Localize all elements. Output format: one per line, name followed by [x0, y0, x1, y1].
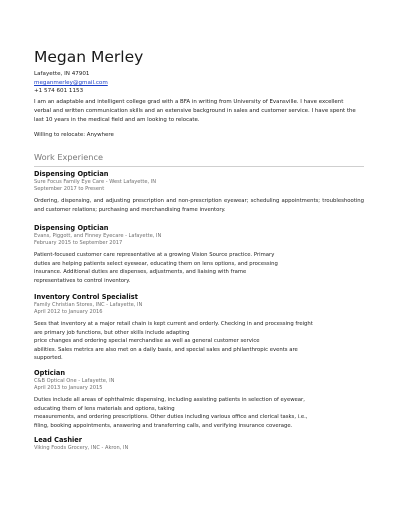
job-entry [34, 224, 364, 285]
job-description [34, 320, 364, 362]
work-experience-heading: Work Experience [34, 152, 103, 162]
description-line: insurance. Additional duties are dispenses, adjustments, and liaising with frame [34, 269, 247, 276]
job-description [34, 251, 364, 285]
description-line: Sees that inventory at a major retail chain is kept current and orderly. Checking in and processing freight [34, 321, 313, 328]
job-entry [34, 436, 364, 452]
candidate-name: Megan Merley [34, 48, 144, 66]
job-description [34, 396, 364, 430]
description-line: duties are helping patients select eyewear, educating them on lens options, and processing [34, 260, 278, 267]
description-line: educating them of lens materials and options, taking [34, 405, 175, 412]
description-line: representatives to control inventory. [34, 277, 131, 284]
job-title: Lead Cashier [34, 436, 83, 444]
description-line: price changes and ordering special merchandise as well as general customer service [34, 338, 260, 345]
job-title: Dispensing Optician [34, 224, 109, 232]
job-dates: February 2015 to September 2017 [34, 240, 123, 247]
job-description: Ordering, dispensing, and adjusting prescription and non-prescription eyewear; scheduling appointments; troubleshooting and customer relations; purchasing and merchandising frame inventory. [34, 198, 364, 213]
job-company: Sure Focus Family Eye Care - West Lafayette, IN [34, 179, 157, 185]
job-company: Viking Foods Grocery, INC - Akron, IN [34, 445, 129, 451]
summary-paragraph: I am an adaptable and intelligent college grad with a BFA in writing from University of Evansville. I have excellent verbal and written communication skills and an extensive background in sales and customer service. I have spent the last 10 years in the medical field and am looking to relocate. [34, 99, 356, 123]
description-line: measurements, and ordering prescriptions. Other duties including various office and clerical tasks, i.e., [34, 414, 308, 421]
job-entry [34, 369, 364, 430]
job-company: Evans, Piggott, and Finney Eyecare - Lafayette, IN [34, 233, 162, 239]
description-line: abilities. Sales metrics are also met on a daily basis, and special sales and philanthropic events are [34, 346, 298, 353]
job-entry [34, 170, 364, 214]
job-entry [34, 293, 364, 362]
job-company: Family Christian Stores, INC - Lafayette, IN [34, 302, 143, 308]
job-dates: April 2012 to January 2016 [34, 309, 103, 316]
phone-text: +1 574 601 1153 [34, 88, 84, 94]
location-text: Lafayette, IN 47901 [34, 71, 90, 77]
description-line: Duties include all areas of ophthalmic dispensing, including assisting patients in selection of eyewear, [34, 397, 305, 404]
email-link[interactable]: meganmerley@gmail.com [34, 80, 108, 86]
description-line: supported. [34, 355, 63, 362]
section-divider [34, 166, 364, 167]
job-title: Dispensing Optician [34, 170, 109, 178]
job-dates: September 2017 to Present [34, 186, 105, 193]
description-line: filing, booking appointments, answering and transferring calls, and verifying insurance coverage. [34, 422, 293, 429]
job-title: Optician [34, 369, 66, 377]
relocate-text: Willing to relocate: Anywhere [34, 132, 114, 138]
job-dates: April 2013 to January 2015 [34, 385, 103, 392]
description-line: are primary job functions, but other skills include adapting [34, 329, 190, 336]
email-line [34, 80, 108, 86]
description-line: Patient-focused customer care representative at a growing Vision Source practice. Primary [34, 252, 275, 259]
job-company: C&B Optical One - Lafayette, IN [34, 378, 115, 384]
job-title: Inventory Control Specialist [34, 293, 138, 301]
